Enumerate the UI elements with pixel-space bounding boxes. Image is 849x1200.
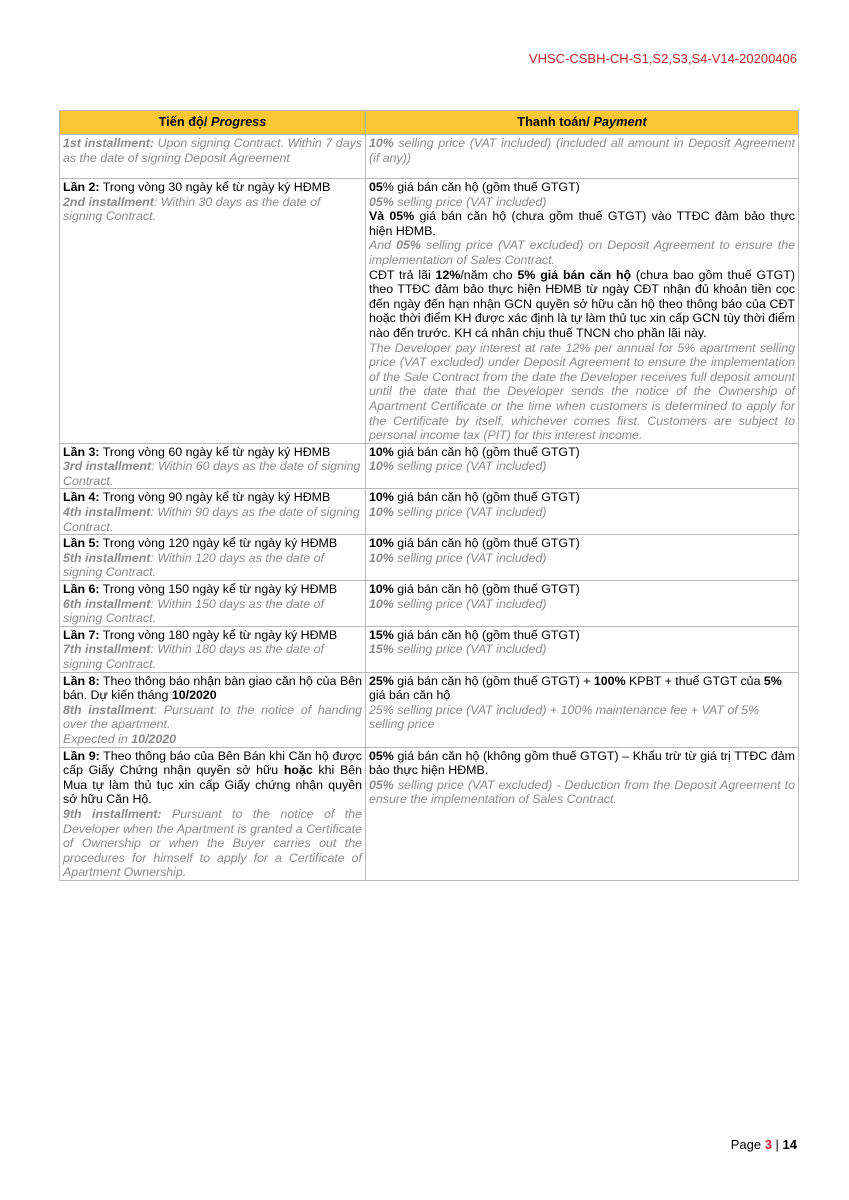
payment-vi: 25% giá bán căn hộ (gồm thuế GTGT) + 100% KPBT + thuế GTGT của 5% giá bán căn hộ: [369, 673, 782, 703]
progress-vi: Lần 8: Theo thông báo nhận bàn giao căn hộ của Bên bán. Dự kiến tháng 10/2020: [63, 673, 362, 703]
table-row: [60, 535, 799, 581]
progress-vi: Lần 2: Trong vòng 30 ngày kể từ ngày ký HĐMB: [63, 180, 331, 194]
progress-vi: Lần 9: Theo thông báo của Bên Bán khi Căn hộ được cấp Giấy Chứng nhận quyền sở hữu hoặc khi Bên Mua tự làm thủ tục xin cấp Giấy chứng nhận quyền sở hữu Căn Hộ.: [63, 748, 362, 807]
payment-column-header: Thanh toán/ Payment: [366, 111, 799, 135]
progress-cell: [60, 747, 366, 880]
payment-vi: 05% giá bán căn hộ (gồm thuế GTGT): [369, 180, 580, 194]
payment-en: 05% selling price (VAT included): [369, 194, 547, 209]
page-number: Page 3 | 14: [730, 1137, 797, 1152]
progress-vi: Lần 5: Trong vòng 120 ngày kể từ ngày ký HĐMB: [63, 536, 338, 551]
payment-en: 10% selling price (VAT included): [369, 505, 547, 520]
table-row: [60, 672, 799, 747]
payment-vi: 10% giá bán căn hộ (gồm thuế GTGT): [369, 444, 580, 459]
progress-en: 6th installment: Within 150 days as the date of signing Contract.: [63, 596, 324, 626]
payment-cell: [366, 626, 799, 672]
progress-en-expected: Expected in 10/2020: [63, 731, 176, 746]
payment-en: 10% selling price (VAT included): [369, 550, 547, 565]
progress-en: 4th installment: Within 90 days as the date of signing Contract.: [63, 505, 360, 534]
table-row: [60, 489, 799, 535]
payment-cell: [366, 179, 799, 444]
payment-cell: [366, 135, 799, 179]
progress-en: 7th installment: Within 180 days as the date of signing Contract.: [63, 642, 324, 671]
payment-vi: CĐT trả lãi 12%/năm cho 5% giá bán căn hộ (chưa bao gồm thuế GTGT) theo TTĐC đảm bảo thực hiện HĐMB từ ngày CĐT nhận đủ khoản tiền cọc đến ngày đến hạn nhận GCN quyền sở hữu căn hộ theo thông báo của CĐT hoặc thời điểm KH được xác định là tự làm thủ tục xin cấp GCN tùy thời điểm nào đến trước. KH cá nhân chịu thuế TNCN cho phần lãi này.: [369, 267, 795, 340]
payment-vi: 10% giá bán căn hộ (gồm thuế GTGT): [369, 582, 580, 597]
payment-vi: 05% giá bán căn hộ (không gồm thuế GTGT) – Khấu trừ từ giá trị TTĐC đảm bảo thực hiện HĐMB.: [369, 748, 795, 778]
table-row: [60, 581, 799, 627]
table-header-row: [60, 111, 799, 135]
progress-en: 8th installment: Pursuant to the notice of handing over the apartment.: [63, 702, 363, 732]
progress-cell: [60, 535, 366, 581]
progress-en: 5th installment: Within 120 days as the date of signing Contract.: [63, 550, 324, 580]
payment-en: The Developer pay interest at rate 12% per annual for 5% apartment selling price (VAT excluded) under Deposit Agreement to ensure the implementation of the Sale Contract from the date the Developer receives full deposit amount until the date that the Developer sends the notice of the Ownership of Apartment Certificate or the time when customers is determined to apply for the Certificate by itself, whichever comes first. Customers are subject to personal income tax (PIT) for this interest income.: [369, 340, 795, 443]
progress-vi: Lần 7: Trong vòng 180 ngày kể từ ngày ký HĐMB: [63, 627, 338, 642]
table-row: [60, 135, 799, 179]
payment-en: 10% selling price (VAT included): [369, 596, 547, 611]
table-row: [60, 747, 799, 880]
table-row: [60, 179, 799, 444]
progress-cell: [60, 179, 366, 444]
payment-en: 05% selling price (VAT excluded) - Deduction from the Deposit Agreement to ensure the implementation of Sales Contract.: [369, 777, 795, 807]
payment-en: 15% selling price (VAT included): [369, 642, 547, 657]
progress-cell: [60, 135, 366, 179]
payment-cell: [366, 443, 799, 489]
payment-en: 10% selling price (VAT included) (included all amount in Deposit Agreement (if any)): [369, 136, 795, 165]
progress-cell: [60, 581, 366, 627]
progress-cell: [60, 443, 366, 489]
progress-en: 9th installment: Pursuant to the notice of the Developer when the Apartment is granted a Certificate of Ownership or when the Buyer carries out the procedures for himself to apply for a Certificate of Apartment Ownership.: [63, 806, 362, 880]
progress-cell: [60, 672, 366, 747]
payment-en: And 05% selling price (VAT excluded) on Deposit Agreement to ensure the implementation of Sales Contract.: [369, 238, 795, 267]
progress-vi: Lần 6: Trong vòng 150 ngày kể từ ngày ký HĐMB: [63, 582, 338, 597]
progress-cell: [60, 489, 366, 535]
progress-cell: [60, 626, 366, 672]
payment-en: 25% selling price (VAT included) + 100% maintenance fee + VAT of 5% selling price: [369, 702, 760, 732]
payment-vi: Và 05% giá bán căn hộ (chưa gồm thuế GTGT) vào TTĐC đảm bảo thực hiện HĐMB.: [369, 209, 796, 238]
progress-vi: Lần 4: Trong vòng 90 ngày kể từ ngày ký HĐMB: [63, 490, 331, 505]
document-code: VHSC-CSBH-CH-S1,S2,S3,S4-V14-20200406: [528, 51, 797, 66]
payment-schedule-table: [59, 110, 799, 881]
payment-cell: [366, 581, 799, 627]
progress-en: 3rd installment: Within 60 days as the date of signing Contract.: [63, 459, 361, 488]
progress-en: 2nd installment: Within 30 days as the date of signing Contract.: [63, 194, 321, 224]
payment-en: 10% selling price (VAT included): [369, 459, 547, 474]
payment-cell: [366, 489, 799, 535]
table-row: [60, 443, 799, 489]
payment-vi: 15% giá bán căn hộ (gồm thuế GTGT): [369, 627, 580, 642]
progress-en: 1st installment: Upon signing Contract. Within 7 days as the date of signing Deposit Agreement: [63, 136, 362, 165]
progress-column-header: Tiến độ/ Progress: [60, 111, 366, 135]
payment-cell: [366, 535, 799, 581]
payment-cell: [366, 747, 799, 880]
payment-cell: [366, 672, 799, 747]
payment-vi: 10% giá bán căn hộ (gồm thuế GTGT): [369, 490, 580, 505]
payment-vi: 10% giá bán căn hộ (gồm thuế GTGT): [369, 536, 580, 551]
progress-vi: Lần 3: Trong vòng 60 ngày kể từ ngày ký HĐMB: [63, 444, 331, 459]
table-row: [60, 626, 799, 672]
